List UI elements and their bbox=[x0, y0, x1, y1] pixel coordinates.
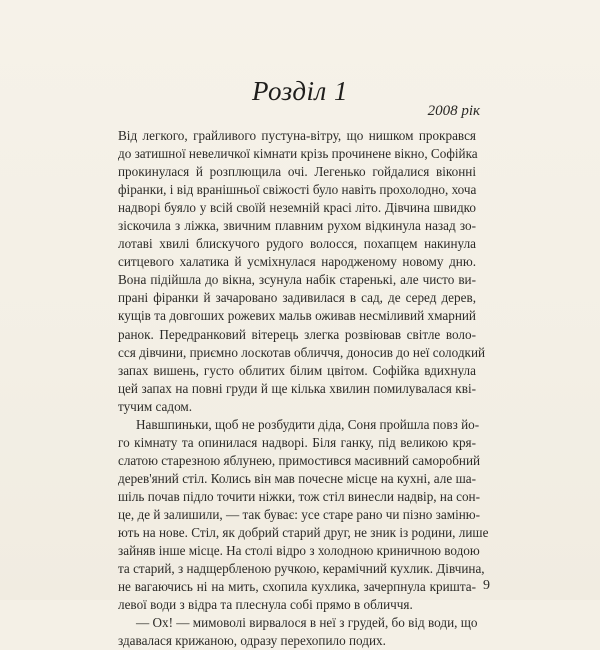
text-line: цей запах на повні груди й ще кілька хвилин помилувалася кві- bbox=[118, 380, 476, 396]
text-line: сся дівчини, приємно лоскотав обличчя, доносив до неї солодкий bbox=[118, 344, 486, 360]
text-line: Від легкого, грайливого пустуна-вітру, що нишком прокрався bbox=[118, 128, 476, 143]
text-line: не вагаючись ні на мить, схопила кухлика, зачерпнула кришта- bbox=[118, 579, 476, 595]
text-line: та старий, з надщербленою ручкою, керамічний кухлик. Дівчина, bbox=[118, 561, 485, 577]
text-line: це, де й залишили, — так буває: усе старе рано чи пізно заміню- bbox=[118, 506, 481, 522]
text-line: лотаві хвилі блискучого рудого волосся, похапцем накинула bbox=[118, 236, 476, 252]
text-line: ють на нове. Стіл, як добрий старий друг, не зник із родини, лише bbox=[118, 525, 489, 541]
text-line: здавалася крижаною, одразу перехопило подих. bbox=[118, 633, 386, 649]
text-line: запах вишень, густо облитих білим цвітом. Софійка вдихнула bbox=[118, 362, 476, 378]
text-line: ситцевого халатика й усміхнулася народженому новому дню. bbox=[118, 254, 476, 270]
chapter-year: 2008 рік bbox=[427, 103, 480, 119]
text-line: прокинулася й розплющила очі. Легенько гойдалися віконні bbox=[118, 164, 476, 180]
text-line: Вона підійшла до вікна, зсунула набік старенькі, але чисто ви- bbox=[118, 272, 476, 288]
text-line: левої води з відра та плеснула собі прямо в обличчя. bbox=[118, 597, 413, 613]
chapter-title: Розділ 1 bbox=[251, 76, 349, 106]
text-line: — Ох! — мимоволі вирвалося в неї з грудей, бо від води, що bbox=[136, 615, 478, 631]
body-text bbox=[118, 127, 489, 650]
text-line: шіль почав підло точити ніжки, тож стіл винесли надвір, на сон- bbox=[118, 488, 481, 504]
text-line: дерев'яний стіл. Колись він мав почесне місце на кухні, але ша- bbox=[118, 470, 476, 486]
text-line: слатою старезною яблунею, примостився масивний саморобний bbox=[118, 452, 481, 468]
text-line: кущів та довгоших рожевих мальв оживав несміливий хмарний bbox=[118, 308, 476, 324]
page-number: 9 bbox=[483, 578, 490, 593]
text-line: надворі буяло у всій своїй неземній красі літо. Дівчина швидко bbox=[118, 200, 476, 216]
text-line: зайняв інше місце. На столі відро з холодною криничною водою bbox=[118, 543, 480, 559]
text-line: зіскочила з ліжка, звичним плавним рухом відкинула назад зо- bbox=[118, 218, 476, 234]
text-line: Навшпиньки, щоб не розбудити діда, Соня пройшла повз йо- bbox=[136, 416, 480, 432]
text-line: до затишної невеличкої кімнати крізь прочинене вікно, Софійка bbox=[118, 146, 478, 162]
text-line: прані фіранки й зачаровано задивилася в сад, де серед дерев, bbox=[118, 290, 476, 306]
text-line: тучим садом. bbox=[118, 398, 193, 414]
text-line: фіранки, і від вранішньої свіжості було навіть прохолодно, хоча bbox=[118, 182, 477, 198]
text-line: го кімнату та опинилася надворі. Біля ганку, під великою кря- bbox=[118, 434, 476, 450]
text-line: ранок. Передранковий вітерець злегка розвіював світле воло- bbox=[118, 326, 476, 342]
